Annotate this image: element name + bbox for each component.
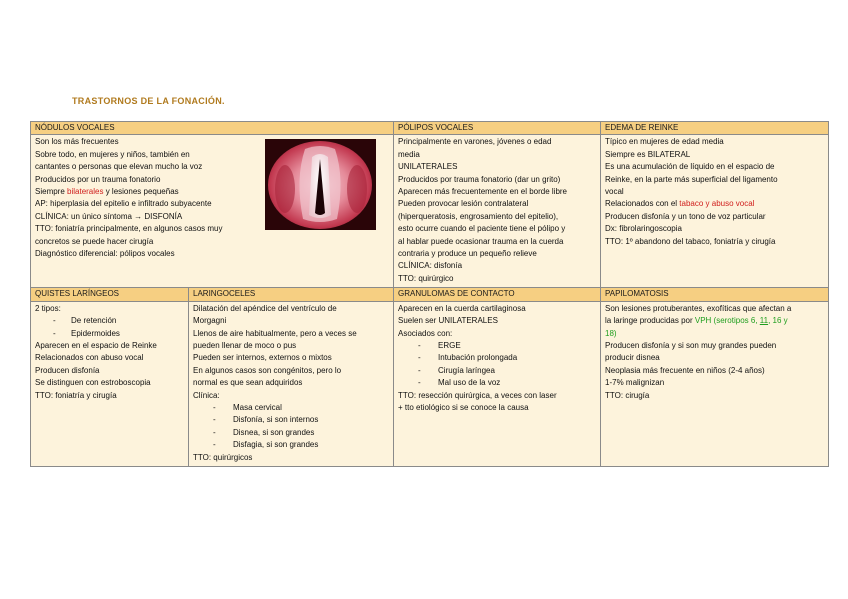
cell-quistes [31,301,189,466]
page-title: TRASTORNOS DE LA FONACIÓN. [72,96,225,106]
text-line: Suelen ser UNILATERALES [398,316,498,326]
highlight-green: , 16 y [768,316,788,326]
header-laringoceles: LARINGOCELES [189,288,394,301]
text-line: 18) [605,328,617,338]
disorders-table [30,121,829,467]
text-line: Producidos por trauma fonatorio (dar un grito) [398,174,561,184]
header-granulomas: GRANULOMAS DE CONTACTO [394,288,601,301]
list-item-label: Disnea, si son grandes [233,427,315,437]
text-line: TTO: foniatría principalmente, en algunos casos muy [35,224,223,234]
text-line: Morgagni [193,316,227,326]
list-item-label: Intubación prolongada [438,353,518,363]
text-line: Producen disfonía y si son muy grandes pueden [605,340,777,350]
header-reinke: EDEMA DE REINKE [601,122,829,135]
text-line: 1-7% malignizan [605,378,665,388]
cell-polipos [394,135,601,288]
cell-reinke [601,135,829,288]
text-line: Dx: fibrolaringoscopia [605,224,682,234]
text-line: Son los más frecuentes [35,137,119,147]
text-line: Reinke, en la parte más superficial del ligamento [605,174,778,184]
text-line: vocal [605,187,624,197]
list-item-label: Cirugía laríngea [438,365,495,375]
text-line: Llenos de aire habitualmente, pero a veces se [193,328,357,338]
header-papilomatosis: PAPILOMATOSIS [601,288,829,301]
text-line: pueden llenar de moco o pus [193,340,297,350]
text-line: Diagnóstico diferencial: pólipos vocales [35,249,175,259]
text-line: Dilatación del apéndice del ventrículo de [193,303,337,313]
list-item-label: Masa cervical [233,402,282,412]
highlight-green: 11 [759,316,769,326]
text-span: Siempre [35,187,68,197]
text-line: Típico en mujeres de edad media [605,137,724,147]
bullet-dash: - [213,440,216,450]
text-line: Aparecen en el espacio de Reinke [35,340,157,350]
list-item-label: ERGE [438,340,461,350]
text-line: Clínica: [193,390,220,400]
text-line [605,198,824,210]
text-line: concretos se puede hacer cirugía [35,236,154,246]
highlight-green: VPH (serotipos 6, [694,316,760,326]
text-line: Siempre es BILATERAL [605,149,691,159]
larynx-illustration [265,139,376,230]
list-item [193,402,389,414]
text-line: Principalmente en varones, jóvenes o edad [398,137,552,147]
bullet-dash: - [53,328,56,338]
list-item-label: Epidermoides [71,328,120,338]
highlight-red: bilaterales [67,187,104,197]
list-item [398,352,596,364]
text-line: TTO: resección quirúrgica, a veces con laser [398,390,557,400]
list-item [35,315,184,327]
text-line: Se distinguen con estroboscopia [35,378,151,388]
bullet-dash: - [53,316,56,326]
text-line: cantantes o personas que elevan mucho la voz [35,162,203,172]
text-line: TTO: foniatría y cirugía [35,390,117,400]
list-item-label: Disfonía, si son internos [233,415,319,425]
list-item-label: De retención [71,316,117,326]
header-nodulos: NÓDULOS VOCALES [31,122,394,135]
text-line: Relacionados con abuso vocal [35,353,144,363]
list-item-label: Disfagia, si son grandes [233,440,319,450]
text-line: normal es que sean adquiridos [193,378,303,388]
header-polipos: PÓLIPOS VOCALES [394,122,601,135]
text-span: y lesiones pequeñas [103,187,179,197]
text-line: 2 tipos: [35,303,61,313]
text-line: Producen disfonía [35,365,100,375]
text-line: TTO: 1º abandono del tabaco, foniatría y cirugía [605,236,776,246]
text-line: (hiperqueratosis, engrosamiento del epitelio), [398,211,559,221]
text-line: AP: hiperplasia del epitelio e infiltrado subyacente [35,199,212,209]
list-item [398,365,596,377]
text-line: TTO: quirúrgico [398,273,454,283]
text-line: Neoplasia más frecuente en niños (2-4 años) [605,365,765,375]
cell-granulomas [394,301,601,466]
text-line: Producidos por un trauma fonatorio [35,174,161,184]
cell-laringoceles [189,301,394,466]
text-span: la laringe producidas por [605,316,695,326]
list-item [398,340,596,352]
bullet-dash: - [213,415,216,425]
list-item-label: Mal uso de la voz [438,378,501,388]
text-line: Aparecen más frecuentemente en el borde libre [398,187,568,197]
text-line: En algunos casos son congénitos, pero lo [193,365,342,375]
text-line: TTO: quirúrgicos [193,452,253,462]
text-line: Sobre todo, en mujeres y niños, también en [35,149,190,159]
larynx-endoscopy-photo [265,139,376,230]
text-line: al hablar puede ocasionar trauma en la cuerda [398,236,564,246]
text-line: esto ocurre cuando el paciente tiene el pólipo y [398,224,566,234]
text-line: Es una acumulación de líquido en el espacio de [605,162,775,172]
header-quistes: QUISTES LARÍNGEOS [31,288,189,301]
bullet-dash: - [418,340,421,350]
text-line: TTO: cirugía [605,390,650,400]
highlight-red: tabaco y abuso vocal [679,199,755,209]
bullet-dash: - [418,353,421,363]
text-line: Asociados con: [398,328,453,338]
list-item [35,328,184,340]
bullet-dash: - [213,402,216,412]
text-line: Pueden provocar lesión contralateral [398,199,529,209]
text-line: contraria y produce un pequeño relieve [398,249,537,259]
text-span: Relacionados con el [605,199,680,209]
list-item [193,427,389,439]
text-line: + tto etiológico si se conoce la causa [398,402,529,412]
text-line: CLÍNICA: disfonía [398,261,463,271]
bullet-dash: - [418,378,421,388]
text-line: Son lesiones protuberantes, exofíticas que afectan a [605,303,792,313]
text-line: Pueden ser internos, externos o mixtos [193,353,332,363]
text-line: Aparecen en la cuerda cartilaginosa [398,303,526,313]
text-line: media [398,149,420,159]
list-item [398,377,596,389]
text-line: Producen disfonía y un tono de voz particular [605,211,766,221]
cell-papilomatosis [601,301,829,466]
list-item [193,439,389,451]
bullet-dash: - [213,427,216,437]
text-line: CLÍNICA: un único síntoma → DISFONÍA [35,211,183,221]
text-line [605,315,824,327]
text-line: UNILATERALES [398,162,458,172]
text-line: producir disnea [605,353,660,363]
list-item [193,414,389,426]
bullet-dash: - [418,365,421,375]
